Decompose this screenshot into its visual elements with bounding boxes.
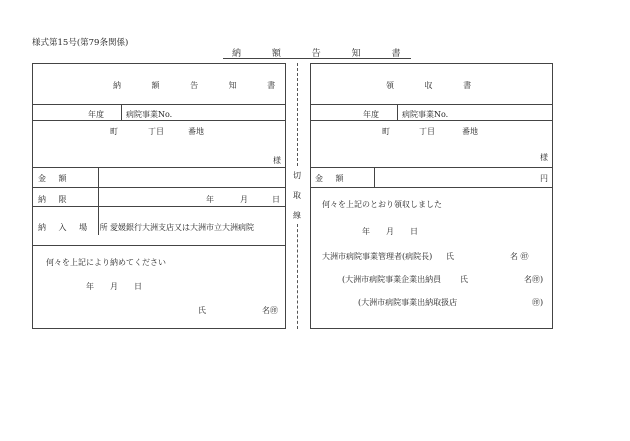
officer2-name: 氏: [460, 275, 468, 284]
right-addr-banchi: 番地: [462, 127, 478, 136]
divider: [32, 245, 286, 246]
right-addr-chome: 丁目: [419, 127, 435, 136]
left-year-label: 年度: [88, 110, 104, 119]
divider: [121, 104, 122, 120]
right-year-label: 年度: [363, 110, 379, 119]
left-addr-town: 町: [110, 127, 118, 136]
left-form-title: 納 額 告 知 書: [113, 81, 290, 90]
right-yen: 円: [540, 174, 548, 183]
officer3-seal: ㊞): [532, 298, 544, 307]
officer2-title: (大洲市病院事業企業出納員: [342, 275, 442, 284]
officer2-seal: 名㊞): [524, 275, 544, 284]
divider: [32, 187, 286, 188]
officer1-seal: 名 ㊞: [510, 252, 529, 261]
page-title: 納 額 告 知 書: [232, 49, 415, 59]
left-request-year: 年: [86, 282, 94, 291]
officer1-title: 大洲市病院事業管理者(病院長): [322, 252, 433, 261]
left-request-day: 日: [134, 282, 142, 291]
form-reference: 様式第15号(第79条関係): [32, 38, 129, 48]
left-deadline-label: 納 限: [38, 195, 72, 204]
divider: [397, 104, 398, 120]
title-underline: [223, 58, 411, 59]
left-deadline-month: 月: [240, 195, 248, 204]
left-amount-label: 金 額: [38, 174, 72, 183]
divider: [32, 120, 286, 121]
officer3-title: (大洲市病院事業出納取扱店: [358, 298, 458, 307]
divider: [310, 120, 553, 121]
divider: [310, 167, 553, 168]
left-place-value: 愛媛銀行大洲支店又は大洲市立大洲病院: [110, 223, 254, 232]
cut-line-bottom: [297, 224, 298, 329]
left-addr-chome: 丁目: [148, 127, 164, 136]
right-addr-town: 町: [382, 127, 390, 136]
officer1-name: 氏: [446, 252, 454, 261]
divider: [310, 104, 553, 105]
right-receipt-text: 何々を上記のとおり領収しました: [322, 200, 442, 209]
left-request-month: 月: [110, 282, 118, 291]
cut-line-char: 切: [293, 171, 301, 180]
divider: [374, 167, 375, 187]
divider: [310, 187, 553, 188]
right-honorific: 様: [540, 153, 548, 162]
right-form-title: 領 収 書: [386, 81, 486, 90]
left-honorific: 様: [273, 156, 281, 165]
receipt-form: [310, 63, 553, 329]
right-amount-label: 金 額: [315, 174, 349, 183]
left-request-text: 何々を上記により納めてください: [46, 258, 166, 267]
divider: [32, 206, 286, 207]
right-receipt-day: 日: [410, 227, 418, 236]
left-deadline-day: 日: [272, 195, 280, 204]
right-receipt-month: 月: [386, 227, 394, 236]
cut-line-top: [297, 63, 298, 166]
left-addr-banchi: 番地: [188, 127, 204, 136]
left-business-label: 病院事業No.: [126, 110, 173, 119]
left-signer-seal: 名㊞: [262, 306, 278, 315]
divider: [32, 167, 286, 168]
divider: [32, 104, 286, 105]
left-deadline-year: 年: [206, 195, 214, 204]
right-business-label: 病院事業No.: [402, 110, 449, 119]
left-signer-name: 氏: [198, 306, 206, 315]
cut-line-char: 線: [293, 211, 301, 220]
left-place-label: 納 入 場 所: [38, 223, 113, 232]
cut-line-char: 取: [293, 191, 301, 200]
right-receipt-year: 年: [362, 227, 370, 236]
